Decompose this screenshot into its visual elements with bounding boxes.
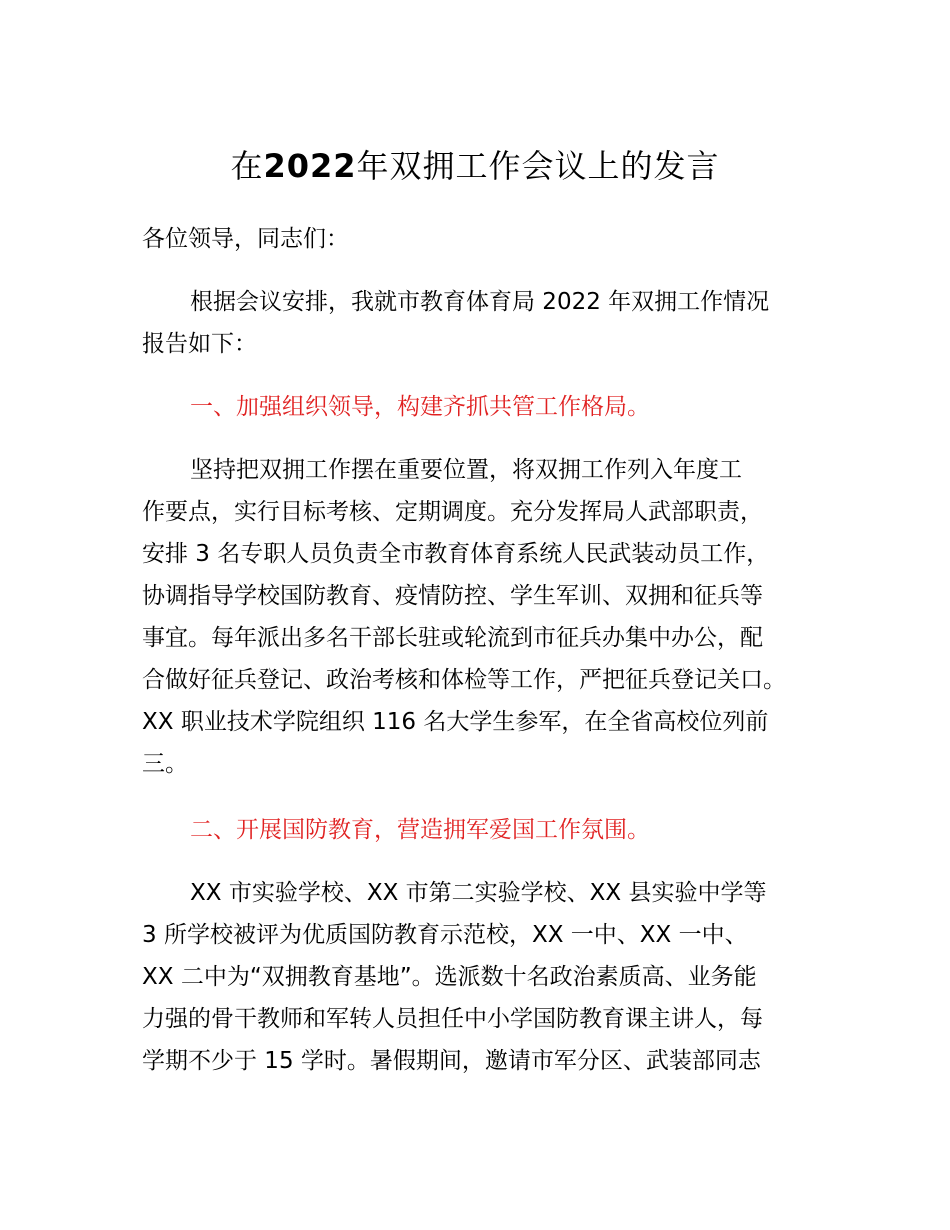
body-line: 作要点，实行目标考核、定期调度。充分发挥局人武部职责， — [142, 499, 763, 525]
body-line: XX 二中为“双拥教育基地”。选派数十名政治素质高、业务能 — [142, 964, 757, 990]
body-line: 3 所学校被评为优质国防教育示范校，XX 一中、XX 一中、 — [142, 922, 748, 948]
body-line: 协调指导学校国防教育、疫情防控、学生军训、双拥和征兵等 — [142, 583, 763, 609]
intro-line: 根据会议安排，我就市教育体育局 2022 年双拥工作情况 — [190, 289, 770, 315]
greeting — [142, 218, 822, 260]
body-line: 学期不少于 15 学时。暑假期间，邀请市军分区、武装部同志 — [142, 1048, 761, 1074]
body-line: 事宜。每年派出多名干部长驻或轮流到市征兵办集中办公，配 — [142, 625, 763, 651]
body-line: XX 职业技术学院组织 116 名大学生参军，在全省高校位列前 — [142, 709, 769, 735]
body-line: 合做好征兵登记、政治考核和体检等工作，严把征兵登记关口。 — [142, 667, 786, 693]
section-heading-line: 二、开展国防教育，营造拥军爱国工作氛围。 — [190, 817, 650, 843]
title-year: 2022 — [263, 147, 357, 185]
document-title — [0, 140, 950, 192]
body-line: 力强的骨干教师和军转人员担任中小学国防教育课主讲人，每 — [142, 1006, 763, 1032]
section-heading-1 — [142, 386, 822, 428]
intro-line: 报告如下： — [142, 331, 257, 357]
section-body-1 — [142, 449, 822, 785]
body-line: 安排 3 名专职人员负责全市教育体育系统人民武装动员工作， — [142, 541, 770, 567]
body-line: 三。 — [142, 751, 188, 777]
section-body-2 — [142, 872, 822, 1082]
body-line: XX 市实验学校、XX 市第二实验学校、XX 县实验中学等 — [190, 880, 767, 906]
section-heading-2 — [142, 809, 822, 851]
title-suffix: 年双拥工作会议上的发言 — [356, 147, 720, 185]
section-heading-line: 一、加强组织领导，构建齐抓共管工作格局。 — [190, 394, 650, 420]
title-prefix: 在 — [230, 147, 264, 185]
greeting-line: 各位领导，同志们： — [142, 226, 349, 252]
body-line: 坚持把双拥工作摆在重要位置，将双拥工作列入年度工 — [190, 457, 742, 483]
intro-paragraph — [142, 281, 822, 365]
